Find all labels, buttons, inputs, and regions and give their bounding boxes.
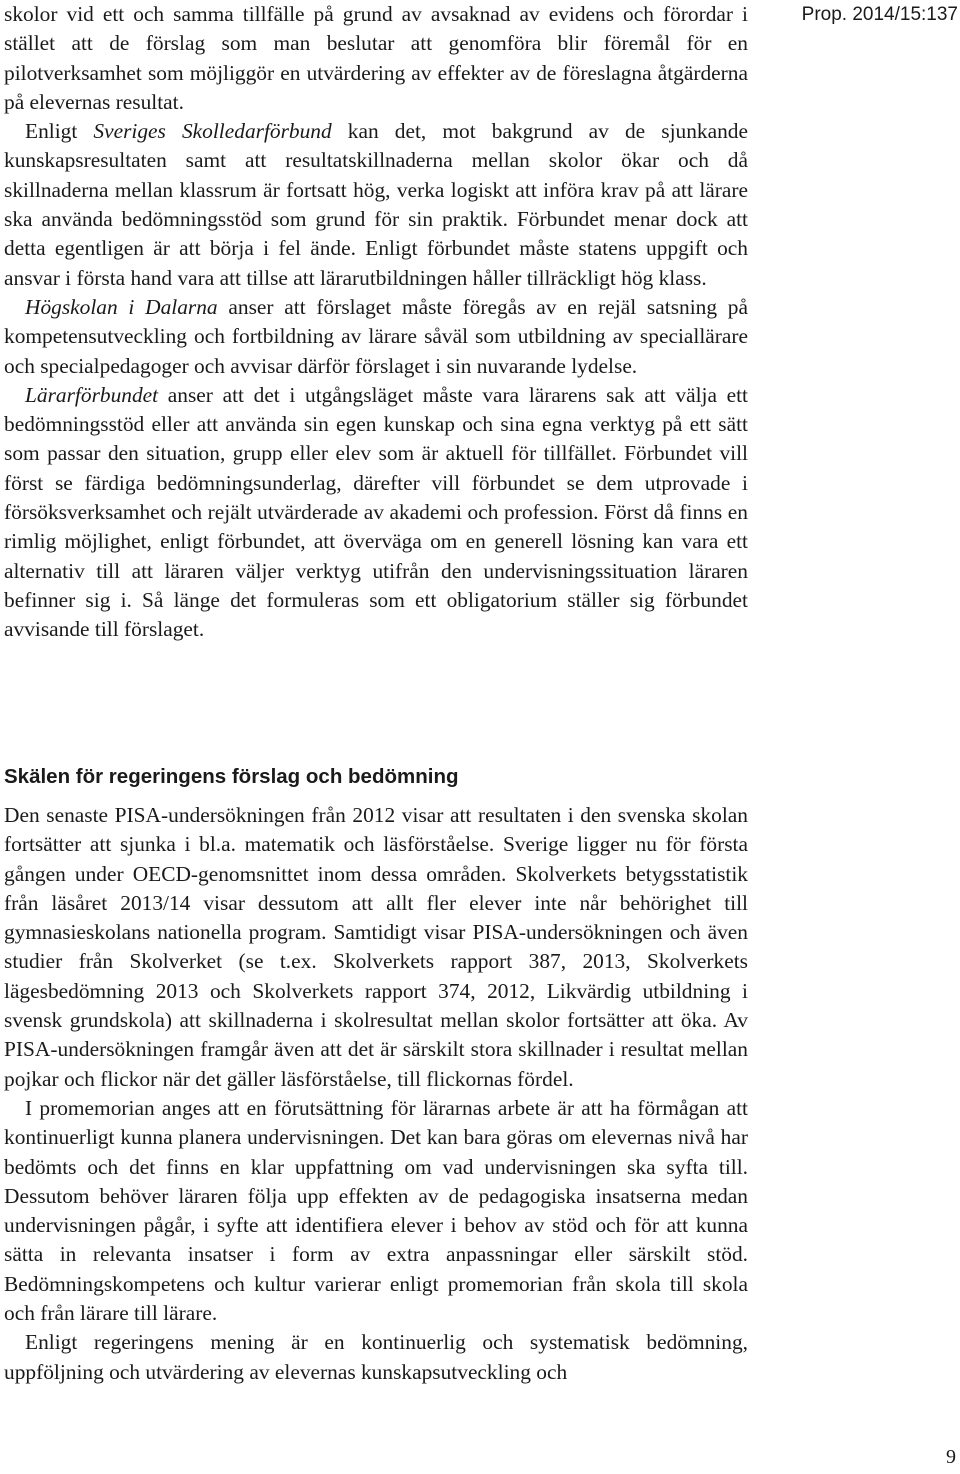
section-heading: Skälen för regeringens förslag och bedömning xyxy=(4,765,459,788)
section-paragraph: I promemorian anges att en förutsättning för lärarnas arbete är att ha förmågan att kontinuerligt kunna planera undervisningen. Det kan bara göras om elevernas nivå har bedömts och det finns en klar uppfattning om vad undervisningen ska syfta till. Dessutom behöver läraren följa upp effekten av de pedagogiska insatserna medan undervisningen pågår, i syfte att identifiera elever i behov av stöd och för att kunna sätta in relevanta insatser i form av extra anpassningar eller särskilt stöd. Bedömningskompetens och kultur varierar enligt promemorian från skola till skola och från lärare till lärare. xyxy=(4,1095,748,1326)
organization-name: Högskolan i Dalarna xyxy=(25,294,218,319)
page-number: 9 xyxy=(946,1446,956,1468)
paragraph-text: kan det, mot bakgrund av de sjunkande kunskapsresultaten samt att resultatskillnaderna mellan skolor ökar och då skillnaderna mellan klassrum är fortsatt hög, verka logiskt att införa krav på att lärare ska använda bedömningsstöd som grund för sin praktik. Förbundet menar dock att detta egentligen är att börja i fel ände. Enligt förbundet måste statens uppgift och ansvar i första hand vara att tillse att lärarutbildningen håller tillräckligt hög klass. xyxy=(4,119,748,290)
section-paragraph: Enligt regeringens mening är en kontinuerlig och systematisk bedömning, uppföljning och utvärdering av elevernas kunskapsutveckling och xyxy=(4,1330,748,1384)
organization-name: Sveriges Skolledarförbund xyxy=(93,119,332,144)
paragraph-continuation: skolor vid ett och samma tillfälle på grund av avsaknad av evidens och förordar i stället att de förslag som man beslutar att genomföra blir föremål för en pilotverksamhet som möjliggör en utvärdering av effekter av de föreslagna åtgärderna på elevernas resultat. xyxy=(4,2,748,114)
paragraph-lead: Enligt xyxy=(25,119,94,144)
paragraph-hogskolan-dalarna xyxy=(4,293,748,381)
proposition-reference: Prop. 2014/15:137 xyxy=(801,4,958,25)
organization-name: Lärarförbundet xyxy=(25,382,159,407)
body-column xyxy=(4,0,748,645)
paragraph-lararforbundet xyxy=(4,381,748,645)
paragraph-text: anser att det i utgångsläget måste vara lärarens sak att välja ett bedömningsstöd eller att använda sin egen kunskap och sina egna verktyg på ett sätt som passar den situation, grupp eller elev som är aktuell för tillfället. Förbundet vill först se färdiga bedömningsunderlag, därefter vill förbundet se dem utprovade i försöksverksamhet och rejält utvärderade av akademi och profession. Först då finns en rimlig möjlighet, enligt förbundet, att överväga om en generell lösning kan vara ett alternativ till att läraren väljer verktyg utifrån den undervisningssituation läraren befinner sig i. Så länge det formuleras som ett obligatorium ställer sig förbundet avvisande till förslaget. xyxy=(4,382,748,642)
paragraph-text: anser att förslaget måste föregås av en rejäl satsning på kompetensutveckling och fortbildning av lärare såväl som utbildning av speciallärare och specialpedagoger och avvisar därför förslaget i sin nuvarande lydelse. xyxy=(4,294,748,378)
paragraph-skolledarforbund xyxy=(4,117,748,293)
section-body xyxy=(4,801,748,1387)
section-paragraph: Den senaste PISA-undersökningen från 2012 visar att resultaten i den svenska skolan fortsätter att sjunka i bl.a. matematik och läsförståelse. Sverige ligger nu för första gången under OECD-genomsnittet inom dessa områden. Skolverkets betygsstatistik från läsåret 2013/14 visar dessutom att allt fler elever inte når behörighet till gymnasieskolans nationella program. Samtidigt visar PISA-undersökningen och även studier från Skolverket (se t.ex. Skolverkets rapport 387, 2013, Skolverkets lägesbedömning 2013 och Skolverkets rapport 374, 2012, Likvärdig utbildning i svensk grundskola) att skillnaderna i skolresultat mellan skolor fortsätter att öka. Av PISA-undersökningen framgår även att det är särskilt stora skillnader i resultat mellan pojkar och flickor när det gäller läsförståelse, till flickornas fördel. xyxy=(4,803,748,1091)
